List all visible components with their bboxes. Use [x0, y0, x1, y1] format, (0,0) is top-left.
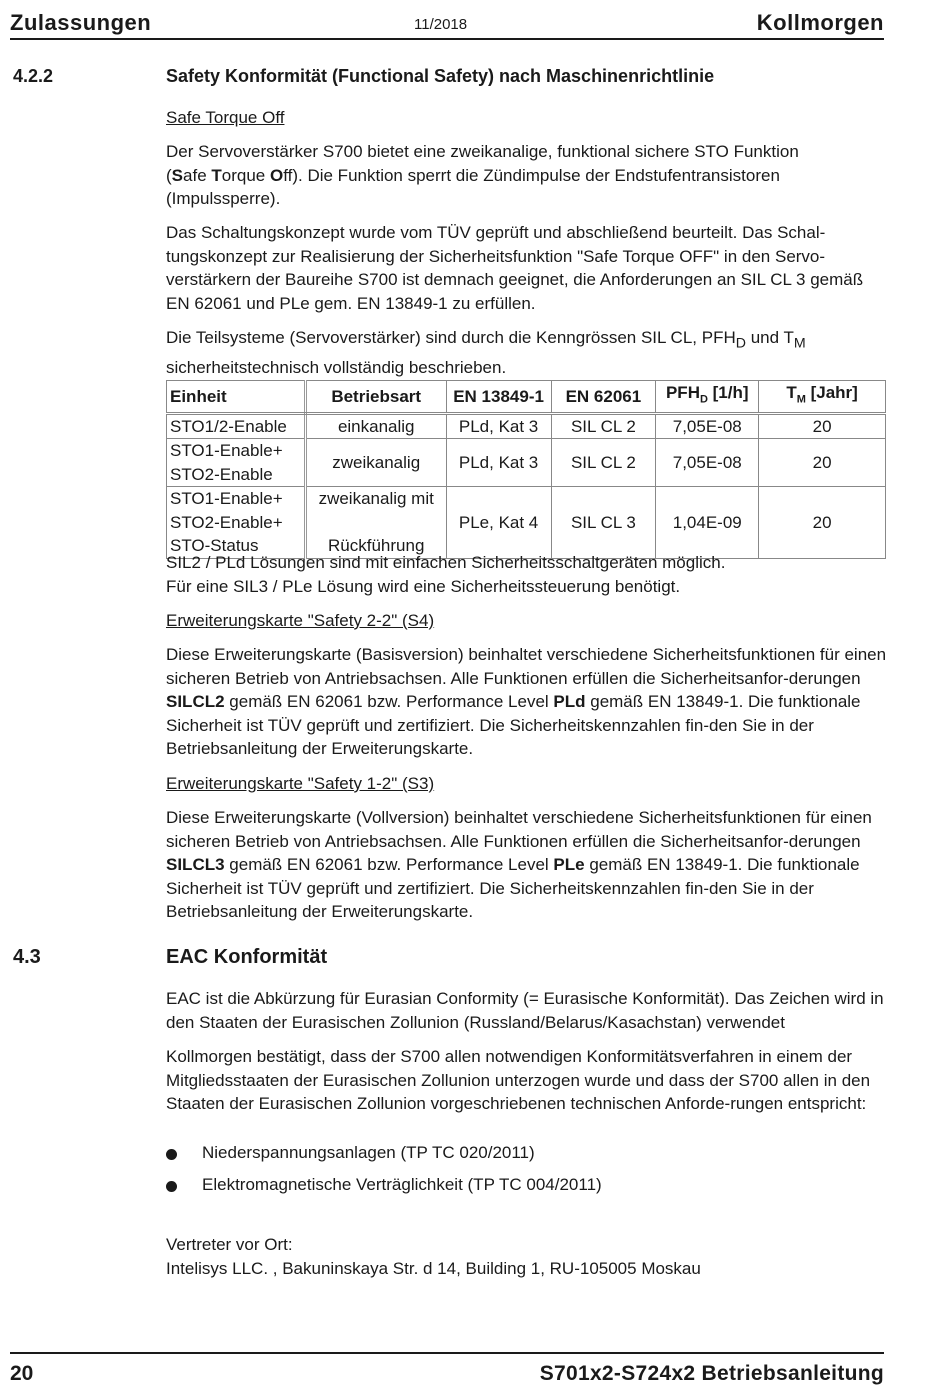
sto-paragraph-1: Der Servoverstärker S700 bietet eine zweikanalige, funktional sichere STO Funktion (Safe Torque Off). Die Funktion sperrt die Zündimpulse der Endstufentransistoren (Impulssperre).: [166, 142, 799, 209]
header-date: 11/2018: [414, 16, 468, 33]
page-number: 20: [10, 1362, 34, 1385]
bullet-icon: [166, 1149, 177, 1160]
cell-pfh: 7,05E-08: [656, 439, 759, 487]
header-brand: Kollmorgen: [756, 10, 884, 35]
cell-betriebsart: zweikanalig mit Rückführung: [305, 487, 446, 559]
table-header-row: [167, 381, 886, 414]
s3-paragraph: Diese Erweiterungskarte (Vollversion) beinhaltet verschiedene Sicherheitsfunktionen für einen sicheren Betrieb von Antriebsachsen. Alle Funktionen erfüllen die Sicherheitsanfor-derungen SILCL3 gemäß EN 62061 bzw. Performance Level PLe gemäß EN 13849-1. Die funktionale Sicherheit ist TÜV geprüft und zertifiziert. Die Sicherheitskennzahlen fin-den Sie in der Betriebsanleitung der Erweiterungskarte.: [166, 808, 872, 922]
section-number-4-3: 4.3: [13, 946, 41, 968]
table-row: [167, 413, 886, 439]
th-en13849: EN 13849-1: [446, 381, 551, 414]
cell-en62061: SIL CL 3: [551, 487, 656, 559]
section-number-4-2-2: 4.2.2: [13, 66, 54, 86]
cell-en13849: PLd, Kat 3: [446, 439, 551, 487]
sto-paragraph-3: Die Teilsysteme (Servoverstärker) sind durch die Kenngrössen SIL CL, $PFH_D$ und $T_M$ sicherheitstechnisch vollständig beschrieben.: [166, 328, 806, 377]
s4-paragraph: Diese Erweiterungskarte (Basisversion) beinhaltet verschiedene Sicherheitsfunktionen für einen sicheren Betrieb von Antriebsachsen. Alle Funktionen erfüllen die Sicherheitsanfor-derungen SILCL2 gemäß EN 62061 bzw. Performance Level PLd gemäß EN 13849-1. Die funktionale Sicherheit ist TÜV geprüft und zertifiziert. Die Sicherheitskennzahlen fin-den Sie in der Betriebsanleitung der Erweiterungskarte.: [166, 645, 887, 759]
th-einheit: Einheit: [167, 381, 306, 414]
cell-tm: 20: [759, 487, 886, 559]
representative-block: Vertreter vor Ort: Intelisys LLC. , Bakuninskaya Str. d 14, Building 1, RU-105005 Moskau: [166, 1235, 701, 1278]
th-en62061: EN 62061: [551, 381, 656, 414]
table-row: [167, 439, 886, 487]
eac-paragraph-2: Kollmorgen bestätigt, dass der S700 allen notwendigen Konformitätsverfahren in einem der Mitgliedsstaaten der Eurasischen Zollunion unterzogen wurde und dass der S700 allen in den Staaten der Eurasischen Zollunion vorgeschriebenen technischen Anforde-rungen entspricht:: [166, 1047, 871, 1114]
cell-einheit: STO1/2-Enable: [167, 413, 306, 439]
cell-pfh: 1,04E-09: [656, 487, 759, 559]
th-betriebsart: Betriebsart: [305, 381, 446, 414]
table-note: SIL2 / PLd Lösungen sind mit einfachen Sicherheitsschaltgeräten möglich. Für eine SIL3 / PLe Lösung wird eine Sicherheitssteuerung benötigt.: [166, 553, 726, 596]
sto-paragraph-2: Das Schaltungskonzept wurde vom TÜV geprüft und abschließend beurteilt. Das Schal-tungskonzept zur Realisierung der Sicherheitsfunktion "Safe Torque OFF" in den Servo-verstärkern der Baureihe S700 ist demnach geeignet, die Anforderungen an SIL CL 3 gemäß EN 62061 und PLe gem. EN 13849-1 zu erfüllen.: [166, 223, 864, 313]
cell-tm: 20: [759, 413, 886, 439]
cell-einheit: STO1-Enable+ STO2-Enable+ STO-Status: [167, 487, 306, 559]
th-pfh: $PFH_D$ [1/h]: [656, 381, 759, 414]
document-title: S701x2-S724x2 Betriebsanleitung: [539, 1362, 884, 1385]
bullet-icon: [166, 1181, 177, 1192]
s4-heading: Erweiterungskarte "Safety 2-2" (S4): [166, 611, 435, 630]
cell-en62061: SIL CL 2: [551, 413, 656, 439]
th-tm: $T_M$ [Jahr]: [759, 381, 886, 414]
table-row: [167, 487, 886, 559]
cell-pfh: 7,05E-08: [656, 413, 759, 439]
page-header: [10, 10, 884, 40]
section-title-4-2-2: Safety Konformität (Functional Safety) nach Maschinenrichtlinie: [166, 66, 715, 86]
cell-betriebsart: zweikanalig: [305, 439, 446, 487]
cell-en13849: PLe, Kat 4: [446, 487, 551, 559]
s3-heading: Erweiterungskarte "Safety 1-2" (S3): [166, 774, 435, 793]
safety-table: [166, 380, 886, 559]
section-title-4-3: EAC Konformität: [166, 946, 328, 968]
cell-tm: 20: [759, 439, 886, 487]
sto-heading: Safe Torque Off: [166, 108, 285, 127]
page-footer: [10, 1352, 884, 1394]
cell-en13849: PLd, Kat 3: [446, 413, 551, 439]
cell-betriebsart: einkanalig: [305, 413, 446, 439]
cell-einheit: STO1-Enable+ STO2-Enable: [167, 439, 306, 487]
cell-en62061: SIL CL 2: [551, 439, 656, 487]
header-chapter: Zulassungen: [10, 10, 152, 35]
eac-paragraph-1: EAC ist die Abkürzung für Eurasian Conformity (= Eurasische Konformität). Das Zeichen wird in den Staaten der Eurasischen Zollunion (Russland/Belarus/Kasachstan) verwendet: [166, 989, 884, 1032]
